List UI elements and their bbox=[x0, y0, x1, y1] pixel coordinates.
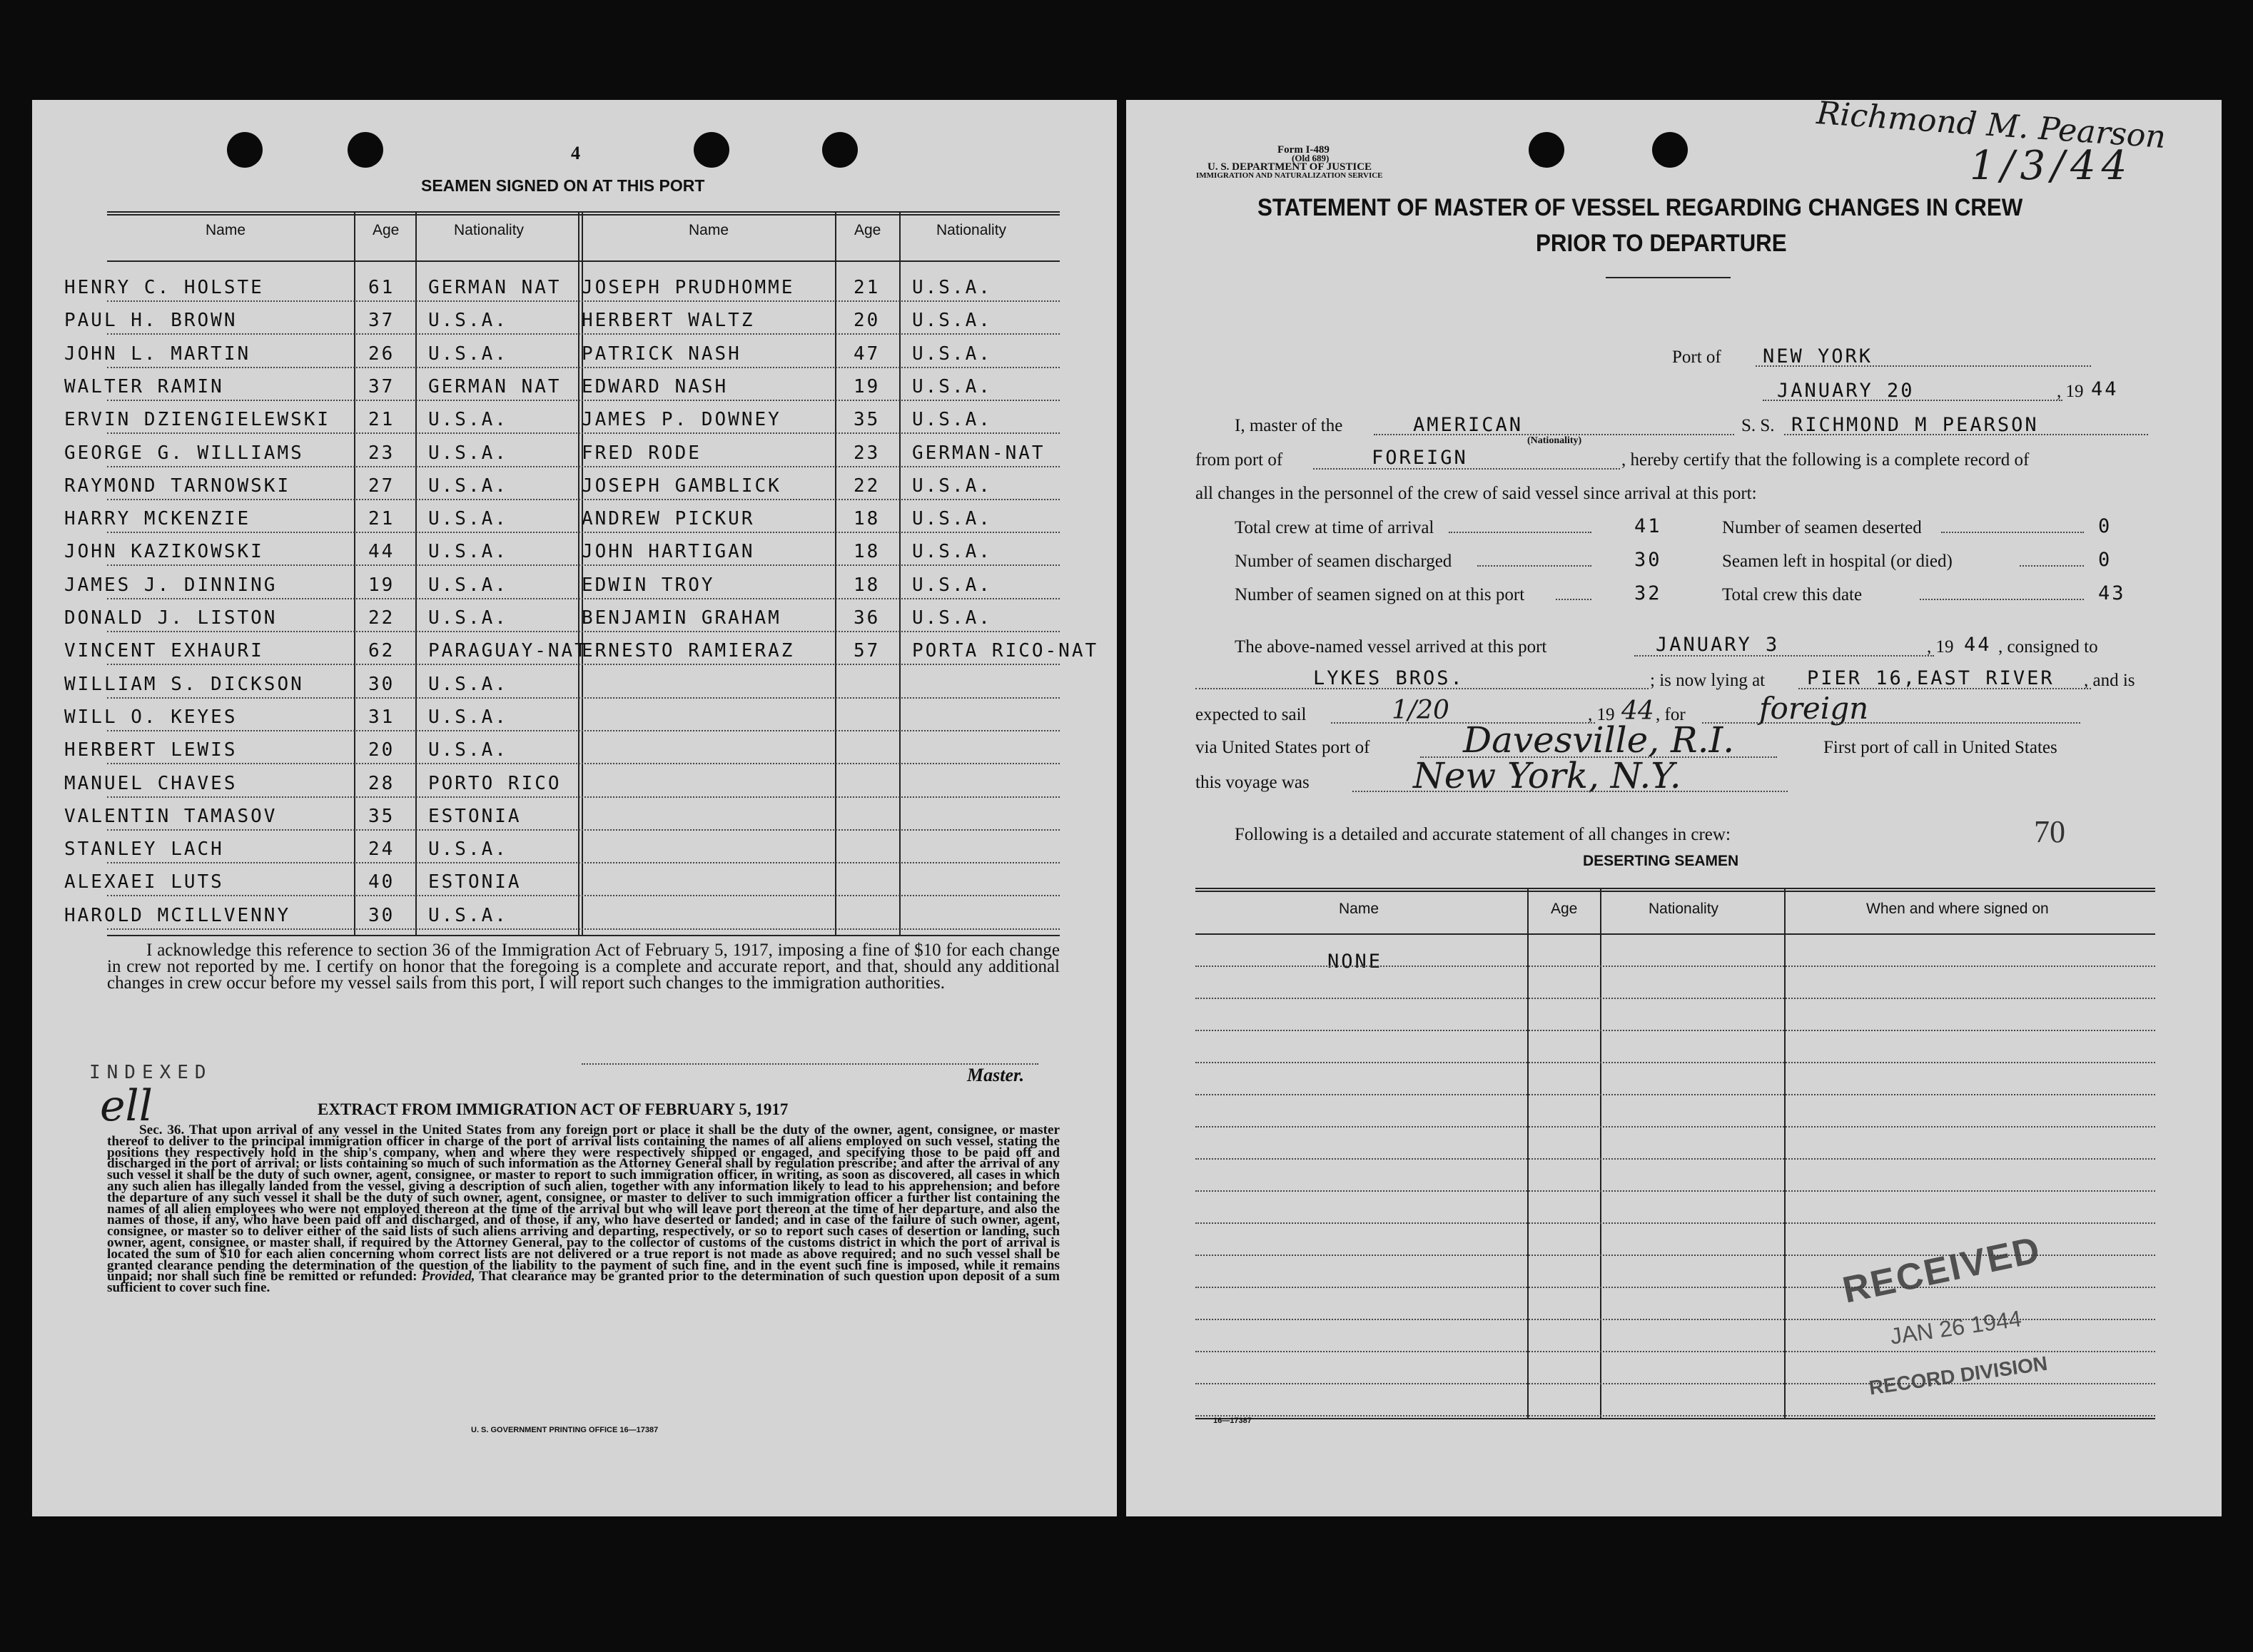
seaman-age: 22 bbox=[854, 475, 881, 497]
seaman-name: JAMES J. DINNING bbox=[64, 574, 278, 596]
col-header-nationality: Nationality bbox=[454, 222, 525, 238]
table-top-rule bbox=[107, 211, 1060, 213]
seaman-nationality: ESTONIA bbox=[428, 871, 522, 893]
right-page bbox=[1126, 100, 2222, 1516]
row-rule bbox=[107, 333, 1060, 335]
row-rule bbox=[107, 697, 1060, 699]
seaman-name: HENRY C. HOLSTE bbox=[64, 277, 264, 298]
seaman-age: 23 bbox=[368, 442, 395, 464]
stat-arrival-label: Total crew at time of arrival bbox=[1235, 518, 1434, 537]
seaman-nationality: U.S.A. bbox=[428, 739, 508, 761]
seaman-name: WALTER RAMIN bbox=[64, 376, 224, 397]
form-old-number: (Old 689) bbox=[1292, 153, 1330, 163]
seaman-name: VALENTIN TAMASOV bbox=[64, 806, 278, 827]
seaman-age: 21 bbox=[368, 508, 395, 529]
deserting-col-age: Age bbox=[1551, 901, 1578, 917]
port-value: NEW YORK bbox=[1763, 345, 1873, 368]
row-rule bbox=[107, 862, 1060, 863]
seaman-name: JOHN HARTIGAN bbox=[582, 541, 755, 562]
stat-dots bbox=[1449, 532, 1591, 533]
expected-text: expected to sail bbox=[1195, 705, 1307, 724]
acknowledgement-text: I acknowledge this reference to section 36 of the Immigration Act of February 5, 1917, imposing a fine of $10 for each change in crew not reported by me. I certify on honor that the foregoing is a complete and accurate report, and that, should any additional changes in crew occur before my vessel sails from this port, I will report such changes to the immigration authorities. bbox=[107, 941, 1060, 993]
deserting-row-rule bbox=[1195, 1383, 2155, 1384]
deserting-row-rule bbox=[1195, 1158, 2155, 1160]
extract-provided: Provided, bbox=[421, 1269, 475, 1284]
stat-hospital-value: 0 bbox=[2098, 549, 2112, 571]
sail-date: 1/20 bbox=[1392, 696, 1449, 725]
deserting-col-nationality: Nationality bbox=[1649, 901, 1719, 917]
row-rule bbox=[107, 432, 1060, 434]
via-value: Davesville, R.I. bbox=[1463, 719, 1735, 761]
seaman-nationality: U.S.A. bbox=[428, 409, 508, 430]
seaman-age: 26 bbox=[368, 343, 395, 365]
indexed-stamp: INDEXED bbox=[89, 1062, 213, 1083]
stat-arrival-value: 41 bbox=[1634, 515, 1662, 537]
seaman-name: ERVIN DZIENGIELEWSKI bbox=[64, 409, 331, 430]
stat-total-label: Total crew this date bbox=[1722, 585, 1863, 604]
deserting-row-rule bbox=[1195, 1222, 2155, 1224]
extract-title: EXTRACT FROM IMMIGRATION ACT OF FEBRUARY 5, 1917 bbox=[318, 1100, 789, 1118]
seaman-name: JOSEPH PRUDHOMME bbox=[582, 277, 795, 298]
deserting-top-rule bbox=[1195, 891, 2155, 892]
seaman-name: STANLEY LACH bbox=[64, 838, 224, 860]
seaman-age: 23 bbox=[854, 442, 881, 464]
seaman-nationality: PORTO RICO bbox=[428, 773, 562, 794]
punch-hole bbox=[1529, 132, 1564, 168]
seaman-age: 18 bbox=[854, 574, 881, 596]
seaman-nationality: U.S.A. bbox=[912, 343, 992, 365]
seaman-nationality: U.S.A. bbox=[912, 607, 992, 629]
seaman-name: VINCENT EXHAURI bbox=[64, 640, 264, 662]
stat-dots bbox=[2020, 565, 2084, 567]
consignee: LYKES BROS. bbox=[1313, 667, 1464, 689]
seaman-age: 61 bbox=[368, 277, 395, 298]
extract-section: Sec. 36. bbox=[139, 1123, 185, 1137]
certify-text: , hereby certify that the following is a complete record of bbox=[1621, 450, 2030, 470]
deserting-title: DESERTING SEAMEN bbox=[1583, 853, 1739, 869]
row-rule bbox=[107, 300, 1060, 302]
row-rule bbox=[107, 400, 1060, 401]
seaman-nationality: U.S.A. bbox=[428, 574, 508, 596]
gpo-footer: U. S. GOVERNMENT PRINTING OFFICE 16—17387 bbox=[471, 1426, 659, 1434]
signed-on-title: SEAMEN SIGNED ON AT THIS PORT bbox=[421, 176, 705, 195]
received-stamp-date: JAN 26 1944 bbox=[1888, 1305, 2023, 1349]
deserting-row-rule bbox=[1195, 1030, 2155, 1031]
seaman-age: 28 bbox=[368, 773, 395, 794]
first-port-value: New York, N.Y. bbox=[1413, 755, 1681, 796]
received-stamp-division: RECORD DIVISION bbox=[1867, 1352, 2049, 1399]
seaman-nationality: U.S.A. bbox=[428, 541, 508, 562]
row-rule bbox=[107, 730, 1060, 731]
deserting-header-rule bbox=[1195, 933, 2155, 935]
seaman-age: 44 bbox=[368, 541, 395, 562]
seaman-name: EDWIN TROY bbox=[582, 574, 715, 596]
row-rule bbox=[107, 466, 1060, 467]
lying-value: PIER 16,EAST RIVER bbox=[1807, 667, 2055, 689]
deserting-col-divider bbox=[1527, 888, 1529, 1419]
seaman-name: JAMES P. DOWNEY bbox=[582, 409, 781, 430]
for-value: foreign bbox=[1759, 691, 1869, 726]
row-rule bbox=[107, 928, 1060, 930]
nationality-value: AMERICAN bbox=[1413, 414, 1524, 436]
seaman-nationality: U.S.A. bbox=[428, 674, 508, 695]
stat-signed-on-label: Number of seamen signed on at this port bbox=[1235, 585, 1525, 604]
stat-dots bbox=[1920, 599, 2084, 600]
right-footer-code: 16—17387 bbox=[1213, 1417, 1252, 1425]
arrived-year: 44 bbox=[1964, 634, 1992, 656]
seaman-age: 22 bbox=[368, 607, 395, 629]
seaman-age: 35 bbox=[854, 409, 881, 430]
seaman-name: EDWARD NASH bbox=[582, 376, 729, 397]
deserting-row-rule bbox=[1195, 998, 2155, 999]
seaman-age: 24 bbox=[368, 838, 395, 860]
seaman-nationality: ESTONIA bbox=[428, 806, 522, 827]
consignee-line bbox=[1195, 688, 1649, 689]
stat-dots bbox=[1477, 565, 1591, 567]
seaman-age: 21 bbox=[854, 277, 881, 298]
deserting-row-rule bbox=[1195, 1126, 2155, 1127]
seaman-name: HARRY MCKENZIE bbox=[64, 508, 251, 529]
row-rule bbox=[107, 763, 1060, 764]
seaman-nationality: U.S.A. bbox=[428, 442, 508, 464]
form-title-line2: PRIOR TO DEPARTURE bbox=[1536, 230, 1787, 257]
seaman-age: 18 bbox=[854, 508, 881, 529]
row-rule bbox=[107, 532, 1060, 533]
seaman-name: PAUL H. BROWN bbox=[64, 310, 238, 331]
stat-deserted-label: Number of seamen deserted bbox=[1722, 518, 1922, 537]
handwritten-reference: 1/3/44 bbox=[1970, 143, 2133, 189]
seaman-age: 36 bbox=[854, 607, 881, 629]
nationality-caption: (Nationality) bbox=[1527, 435, 1582, 446]
seaman-name: JOSEPH GAMBLICK bbox=[582, 475, 781, 497]
deserting-row-name: NONE bbox=[1327, 951, 1383, 973]
seaman-age: 47 bbox=[854, 343, 881, 365]
col-header-nationality: Nationality bbox=[936, 222, 1007, 238]
row-rule bbox=[107, 367, 1060, 368]
seaman-age: 21 bbox=[368, 409, 395, 430]
seaman-nationality: GERMAN NAT bbox=[428, 376, 562, 397]
seaman-age: 57 bbox=[854, 640, 881, 662]
deserting-row-rule bbox=[1195, 1190, 2155, 1192]
this-voyage-text: this voyage was bbox=[1195, 773, 1310, 792]
arrived-text: The above-named vessel arrived at this port bbox=[1235, 637, 1547, 657]
seaman-nationality: U.S.A. bbox=[428, 706, 508, 728]
stat-signed-on-value: 32 bbox=[1634, 582, 1662, 604]
deserting-row-rule bbox=[1195, 1094, 2155, 1095]
seaman-name: DONALD J. LISTON bbox=[64, 607, 278, 629]
seaman-age: 30 bbox=[368, 674, 395, 695]
seaman-name: GEORGE G. WILLIAMS bbox=[64, 442, 304, 464]
sail-year: 44 bbox=[1621, 696, 1654, 726]
row-rule bbox=[107, 564, 1060, 566]
table-top-rule bbox=[107, 214, 1060, 216]
seaman-nationality: U.S.A. bbox=[428, 838, 508, 860]
arrived-year-prefix: , 19 bbox=[1927, 637, 1954, 657]
seaman-name: ERNESTO RAMIERAZ bbox=[582, 640, 795, 662]
ship-name: RICHMOND M PEARSON bbox=[1791, 414, 2039, 436]
col-header-name: Name bbox=[689, 222, 729, 238]
seaman-name: HERBERT LEWIS bbox=[64, 739, 238, 761]
seaman-nationality: U.S.A. bbox=[912, 277, 992, 298]
seaman-age: 20 bbox=[368, 739, 395, 761]
page-number: 4 bbox=[571, 143, 580, 163]
seaman-age: 35 bbox=[368, 806, 395, 827]
col-divider bbox=[354, 211, 355, 936]
stat-hospital-label: Seamen left in hospital (or died) bbox=[1722, 552, 1953, 571]
changes-text: all changes in the personnel of the crew of said vessel since arrival at this port: bbox=[1195, 484, 1757, 503]
port-label: Port of bbox=[1672, 348, 1721, 367]
lying-line bbox=[1798, 688, 2091, 689]
seaman-nationality: U.S.A. bbox=[428, 310, 508, 331]
punch-hole bbox=[822, 132, 858, 168]
seaman-nationality: GERMAN NAT bbox=[428, 277, 562, 298]
seaman-nationality: U.S.A. bbox=[428, 607, 508, 629]
initials-signature: ell bbox=[100, 1081, 153, 1131]
handwritten-number: 70 bbox=[2034, 814, 2065, 849]
form-number: Form I-489 bbox=[1277, 144, 1330, 156]
seaman-name: FRED RODE bbox=[582, 442, 702, 464]
deserting-row-rule bbox=[1195, 1415, 2155, 1417]
date-line bbox=[1763, 400, 2062, 401]
stat-discharged-value: 30 bbox=[1634, 549, 1662, 571]
year-value: 44 bbox=[2091, 378, 2119, 400]
seaman-name: RAYMOND TARNOWSKI bbox=[64, 475, 291, 497]
punch-hole bbox=[227, 132, 263, 168]
seaman-name: WILL O. KEYES bbox=[64, 706, 238, 728]
title-rule bbox=[1606, 277, 1731, 278]
arrived-line bbox=[1634, 655, 1934, 657]
seaman-age: 37 bbox=[368, 376, 395, 397]
seaman-name: JOHN L. MARTIN bbox=[64, 343, 251, 365]
extract-body: That upon arrival of any vessel in the United States from any foreign port or place it shall be the duty of the owner, agent, consignee, or master thereof to deliver to the principal immigration officer in charge of the port of arrival lists containing the names of all aliens employed on such vessel, stating the positions they respectively hold in the ship's company, when and where they were respectively shipped or engaged, and specifying those to be paid off and discharged in the port of arrival; or lists containing so much of such information as the Attorney General shall by regulation prescribe; and after the arrival of any such vessel it shall be the duty of such owner, agent, consignee, or master to report to such immigration officer, in writing, as soon as discovered, all cases in which any such alien has illegally landed from the vessel, giving a description of such alien, together with any information likely to lead to his apprehension; and before the departure of any such vessel it shall be the duty of such owner, agent, consignee, or master to deliver to such immigration officer a further list containing the names of all alien employees who were not employed thereon at the time of the arrival but who will leave port thereon at the time of her departure, and also the names of those, if any, who have been paid off and discharged, and of those, if any, who have deserted or landed; and in case of the failure of such owner, agent, consignee, or master so to deliver either of the said lists of such aliens arriving and departing, respectively, or so to report such cases of desertion or landing, such owner, agent, consignee, or master shall, if required by the Attorney General, pay to the collector of customs of the customs district in which the port of arrival is located the sum of $10 for each alien concerning whom correct lists are not delivered or a true report is not made as above required; and no such vessel shall be granted clearance pending the determination of the question of the liability to the payment of such fine, and in the event such fine is imposed, while it remains unpaid; nor shall such fine be remitted or refunded: bbox=[107, 1123, 1060, 1284]
deserting-row-rule bbox=[1195, 1351, 2155, 1352]
seaman-nationality: U.S.A. bbox=[428, 508, 508, 529]
col-header-age: Age bbox=[854, 222, 881, 238]
master-label: Master. bbox=[967, 1065, 1025, 1085]
seaman-nationality: U.S.A. bbox=[428, 905, 508, 926]
col-divider bbox=[415, 211, 417, 936]
punch-hole bbox=[348, 132, 383, 168]
table-bottom-rule bbox=[107, 935, 1060, 936]
row-rule bbox=[107, 499, 1060, 500]
ship-name-line bbox=[1784, 434, 2148, 435]
deserting-col-divider bbox=[1784, 888, 1786, 1419]
deserting-row-rule bbox=[1195, 1287, 2155, 1288]
extract-text bbox=[107, 1125, 1060, 1294]
seaman-nationality: PORTA RICO-NAT bbox=[912, 640, 1099, 662]
seaman-nationality: U.S.A. bbox=[912, 541, 992, 562]
row-rule bbox=[107, 895, 1060, 896]
row-rule bbox=[107, 598, 1060, 599]
via-text: via United States port of bbox=[1195, 738, 1370, 757]
col-header-name: Name bbox=[206, 222, 246, 238]
seaman-nationality: GERMAN-NAT bbox=[912, 442, 1046, 464]
seaman-name: HAROLD MCILLVENNY bbox=[64, 905, 291, 926]
seaman-age: 37 bbox=[368, 310, 395, 331]
first-port-text: First port of call in United States bbox=[1823, 738, 2057, 757]
sail-year-prefix: , 19 bbox=[1588, 705, 1615, 724]
from-port-line bbox=[1313, 468, 1620, 470]
col-divider bbox=[899, 211, 901, 936]
year-prefix: , 19 bbox=[2057, 382, 2084, 401]
handwritten-ship-name: Richmond M. Pearson bbox=[1815, 94, 2167, 156]
seaman-nationality: U.S.A. bbox=[912, 475, 992, 497]
stat-total-value: 43 bbox=[2098, 582, 2126, 604]
stat-deserted-value: 0 bbox=[2098, 515, 2112, 537]
seaman-age: 31 bbox=[368, 706, 395, 728]
seaman-name: JOHN KAZIKOWSKI bbox=[64, 541, 264, 562]
date-value: JANUARY 20 bbox=[1777, 380, 1915, 402]
seaman-age: 19 bbox=[854, 376, 881, 397]
seaman-age: 19 bbox=[368, 574, 395, 596]
seaman-age: 40 bbox=[368, 871, 395, 893]
punch-hole bbox=[1652, 132, 1688, 168]
col-header-age: Age bbox=[373, 222, 400, 238]
port-line bbox=[1756, 365, 2091, 367]
deserting-col-name: Name bbox=[1339, 901, 1379, 917]
seaman-nationality: U.S.A. bbox=[912, 310, 992, 331]
seaman-nationality: PARAGUAY-NAT bbox=[428, 640, 588, 662]
deserting-top-rule bbox=[1195, 888, 2155, 889]
following-text: Following is a detailed and accurate statement of all changes in crew: bbox=[1235, 825, 1731, 844]
col-divider bbox=[835, 211, 836, 936]
ss-label: S. S. bbox=[1741, 416, 1775, 435]
row-rule bbox=[107, 664, 1060, 665]
deserting-row-rule bbox=[1195, 966, 2155, 967]
stat-dots bbox=[1556, 599, 1591, 600]
seaman-name: MANUEL CHAVES bbox=[64, 773, 238, 794]
seaman-nationality: U.S.A. bbox=[912, 508, 992, 529]
row-rule bbox=[107, 829, 1060, 831]
seaman-age: 62 bbox=[368, 640, 395, 662]
deserting-bottom-rule bbox=[1195, 1418, 2155, 1419]
seaman-nationality: U.S.A. bbox=[912, 409, 992, 430]
first-port-line bbox=[1352, 791, 1788, 792]
master-of-label: I, master of the bbox=[1235, 416, 1343, 435]
extract-tail: That clearance may be granted prior to the determination of such question upon deposit of a sum sufficient to cover such fine. bbox=[107, 1269, 1060, 1296]
deserting-row-rule bbox=[1195, 1062, 2155, 1063]
seaman-name: WILLIAM S. DICKSON bbox=[64, 674, 304, 695]
seaman-age: 18 bbox=[854, 541, 881, 562]
lying-text: ; is now lying at bbox=[1650, 671, 1766, 690]
for-line bbox=[1702, 722, 2080, 724]
and-is-text: , and is bbox=[2084, 671, 2135, 690]
seaman-name: BENJAMIN GRAHAM bbox=[582, 607, 781, 629]
seaman-name: HERBERT WALTZ bbox=[582, 310, 755, 331]
punch-hole bbox=[694, 132, 729, 168]
for-text: , for bbox=[1656, 705, 1686, 724]
seaman-nationality: U.S.A. bbox=[428, 475, 508, 497]
seaman-age: 20 bbox=[854, 310, 881, 331]
deserting-col-divider bbox=[1600, 888, 1601, 1419]
received-stamp: RECEIVED bbox=[1839, 1229, 2045, 1312]
service-name: IMMIGRATION AND NATURALIZATION SERVICE bbox=[1196, 171, 1383, 180]
seaman-nationality: U.S.A. bbox=[428, 343, 508, 365]
seaman-age: 30 bbox=[368, 905, 395, 926]
from-port-value: FOREIGN bbox=[1372, 447, 1468, 469]
col-divider bbox=[578, 211, 579, 936]
seaman-nationality: U.S.A. bbox=[912, 574, 992, 596]
table-header-rule bbox=[107, 260, 1060, 262]
row-rule bbox=[107, 796, 1060, 798]
stat-dots bbox=[1941, 532, 2084, 533]
seaman-nationality: U.S.A. bbox=[912, 376, 992, 397]
row-rule bbox=[107, 631, 1060, 632]
seaman-name: PATRICK NASH bbox=[582, 343, 741, 365]
form-title-line1: STATEMENT OF MASTER OF VESSEL REGARDING CHANGES IN CREW bbox=[1257, 194, 2023, 221]
arrived-date: JANUARY 3 bbox=[1656, 634, 1780, 656]
seaman-name: ANDREW PICKUR bbox=[582, 508, 755, 529]
department-name: U. S. DEPARTMENT OF JUSTICE bbox=[1207, 161, 1372, 173]
from-port-label: from port of bbox=[1195, 450, 1283, 470]
deserting-col-when-where: When and where signed on bbox=[1866, 901, 2049, 917]
stat-discharged-label: Number of seamen discharged bbox=[1235, 552, 1452, 571]
seaman-name: ALEXAEI LUTS bbox=[64, 871, 224, 893]
seaman-age: 27 bbox=[368, 475, 395, 497]
consigned-text: , consigned to bbox=[1998, 637, 2098, 657]
